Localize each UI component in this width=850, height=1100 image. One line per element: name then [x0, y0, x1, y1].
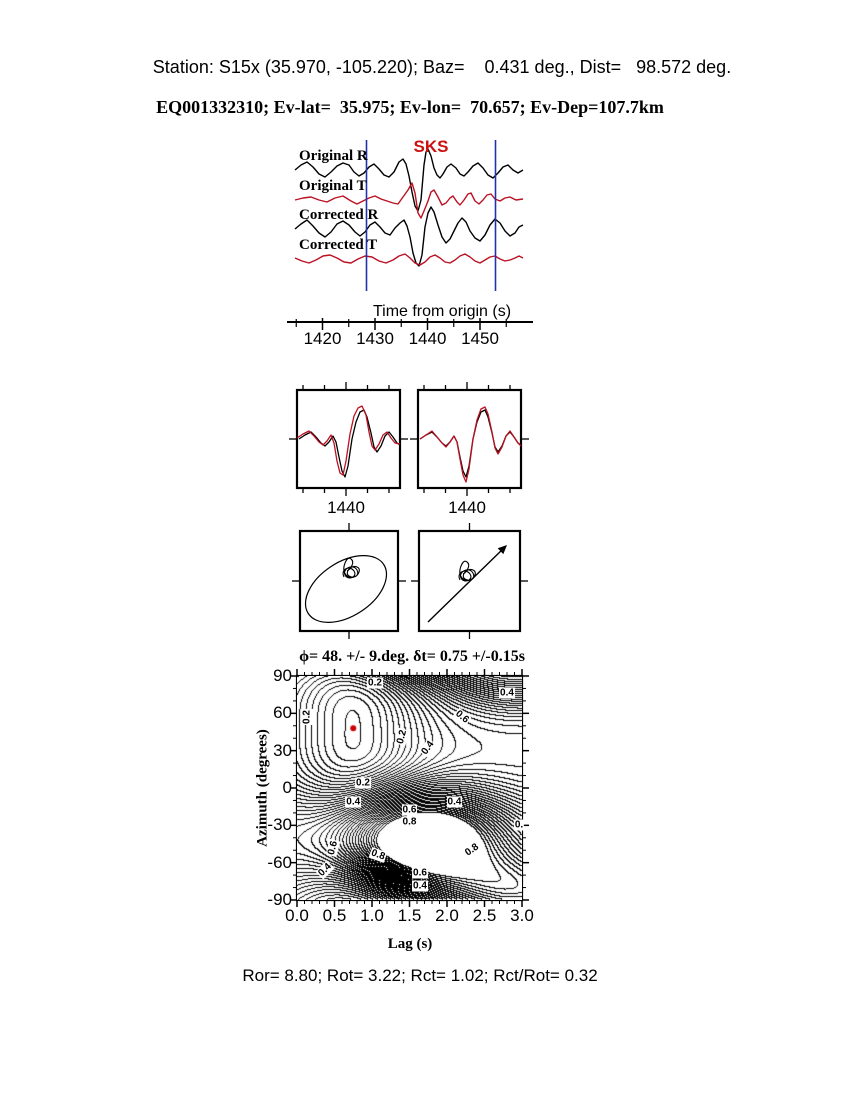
time-tick-label: 1440	[408, 329, 447, 348]
lag-tick-label: 0.0	[285, 906, 309, 925]
lag-tick-label: 3.0	[510, 906, 534, 925]
sks-phase-label: SKS	[413, 137, 449, 156]
contour-label: 0.2	[301, 710, 313, 725]
contour-label: 0.8	[462, 841, 481, 859]
particle-line	[428, 546, 506, 622]
comparison-box-0	[297, 390, 400, 488]
stats-footer: Ror= 8.80; Rot= 3.22; Rct= 1.02; Rct/Rot= 0.32	[242, 966, 598, 985]
lag-tick-label: 1.5	[397, 906, 422, 925]
time-axis-label: Time from origin (s)	[372, 303, 512, 320]
comparison-tick-label: 1440	[327, 498, 365, 517]
azimuth-tick-label: 0	[282, 778, 292, 797]
particle-scribble-left	[343, 558, 359, 578]
contour-label: 0.6	[453, 708, 471, 726]
station-header: Station: S15x (35.970, -105.220); Baz= 0.431 deg., Dist= 98.572 deg.	[152, 57, 732, 77]
time-tick-label: 1450	[461, 329, 499, 348]
azimuth-tick-label: 30	[273, 740, 292, 760]
contour-label: 0.4	[419, 739, 437, 758]
comparison-trace-black-1	[420, 410, 521, 477]
comparison-trace-red-1	[420, 407, 521, 482]
lag-tick-label: 2.0	[435, 906, 459, 925]
comparison-trace-black-0	[299, 410, 400, 477]
contour-label: 0.6	[325, 839, 341, 856]
contour-label: 0.4	[500, 687, 514, 699]
trace-corrected-t	[295, 254, 523, 265]
lag-tick-label: 1.0	[360, 906, 384, 925]
contour-label: 0.4	[413, 880, 427, 892]
time-tick-label: 1430	[356, 329, 394, 348]
trace-label: Original R	[299, 148, 368, 164]
trace-label: Corrected T	[299, 236, 378, 253]
contour-label: 0.4	[315, 861, 334, 879]
azimuth-axis-label: Azimuth (degrees)	[254, 729, 271, 847]
contour-label: 0.2	[394, 728, 410, 746]
contour-label: 0.4	[447, 796, 462, 808]
contour-label: 0.2	[368, 677, 382, 689]
trace-label: Original T	[299, 177, 367, 194]
lag-tick-label: 2.5	[472, 906, 497, 925]
lag-tick-label: 0.5	[322, 906, 347, 925]
trace-label: Corrected R	[299, 207, 379, 223]
particle-ellipse	[294, 542, 399, 636]
comparison-tick-label: 1440	[448, 498, 486, 517]
azimuth-tick-label: -30	[267, 815, 292, 835]
contour-label: 0.8	[369, 847, 387, 863]
contour-title: ϕ= 48. +/- 9.deg. δt= 0.75 +/-0.15s	[299, 648, 525, 665]
azimuth-tick-label: 60	[273, 703, 292, 723]
contour-label: 0.4	[346, 796, 361, 808]
contour-label: 0.	[514, 819, 524, 831]
azimuth-tick-label: -90	[267, 890, 292, 909]
contour-label: 0.2	[356, 777, 370, 789]
time-tick-label: 1420	[303, 329, 342, 348]
contour-label: 0.6	[413, 867, 427, 879]
azimuth-tick-label: -60	[267, 852, 292, 872]
lag-axis-label: Lag (s)	[387, 936, 433, 952]
event-header: EQ001332310; Ev-lat= 35.975; Ev-lon= 70.657; Ev-Dep=107.7km	[156, 97, 664, 117]
contour-label: 0.8	[402, 816, 417, 828]
azimuth-tick-label: 90	[273, 666, 292, 685]
contour-label: 0.6	[402, 804, 417, 816]
